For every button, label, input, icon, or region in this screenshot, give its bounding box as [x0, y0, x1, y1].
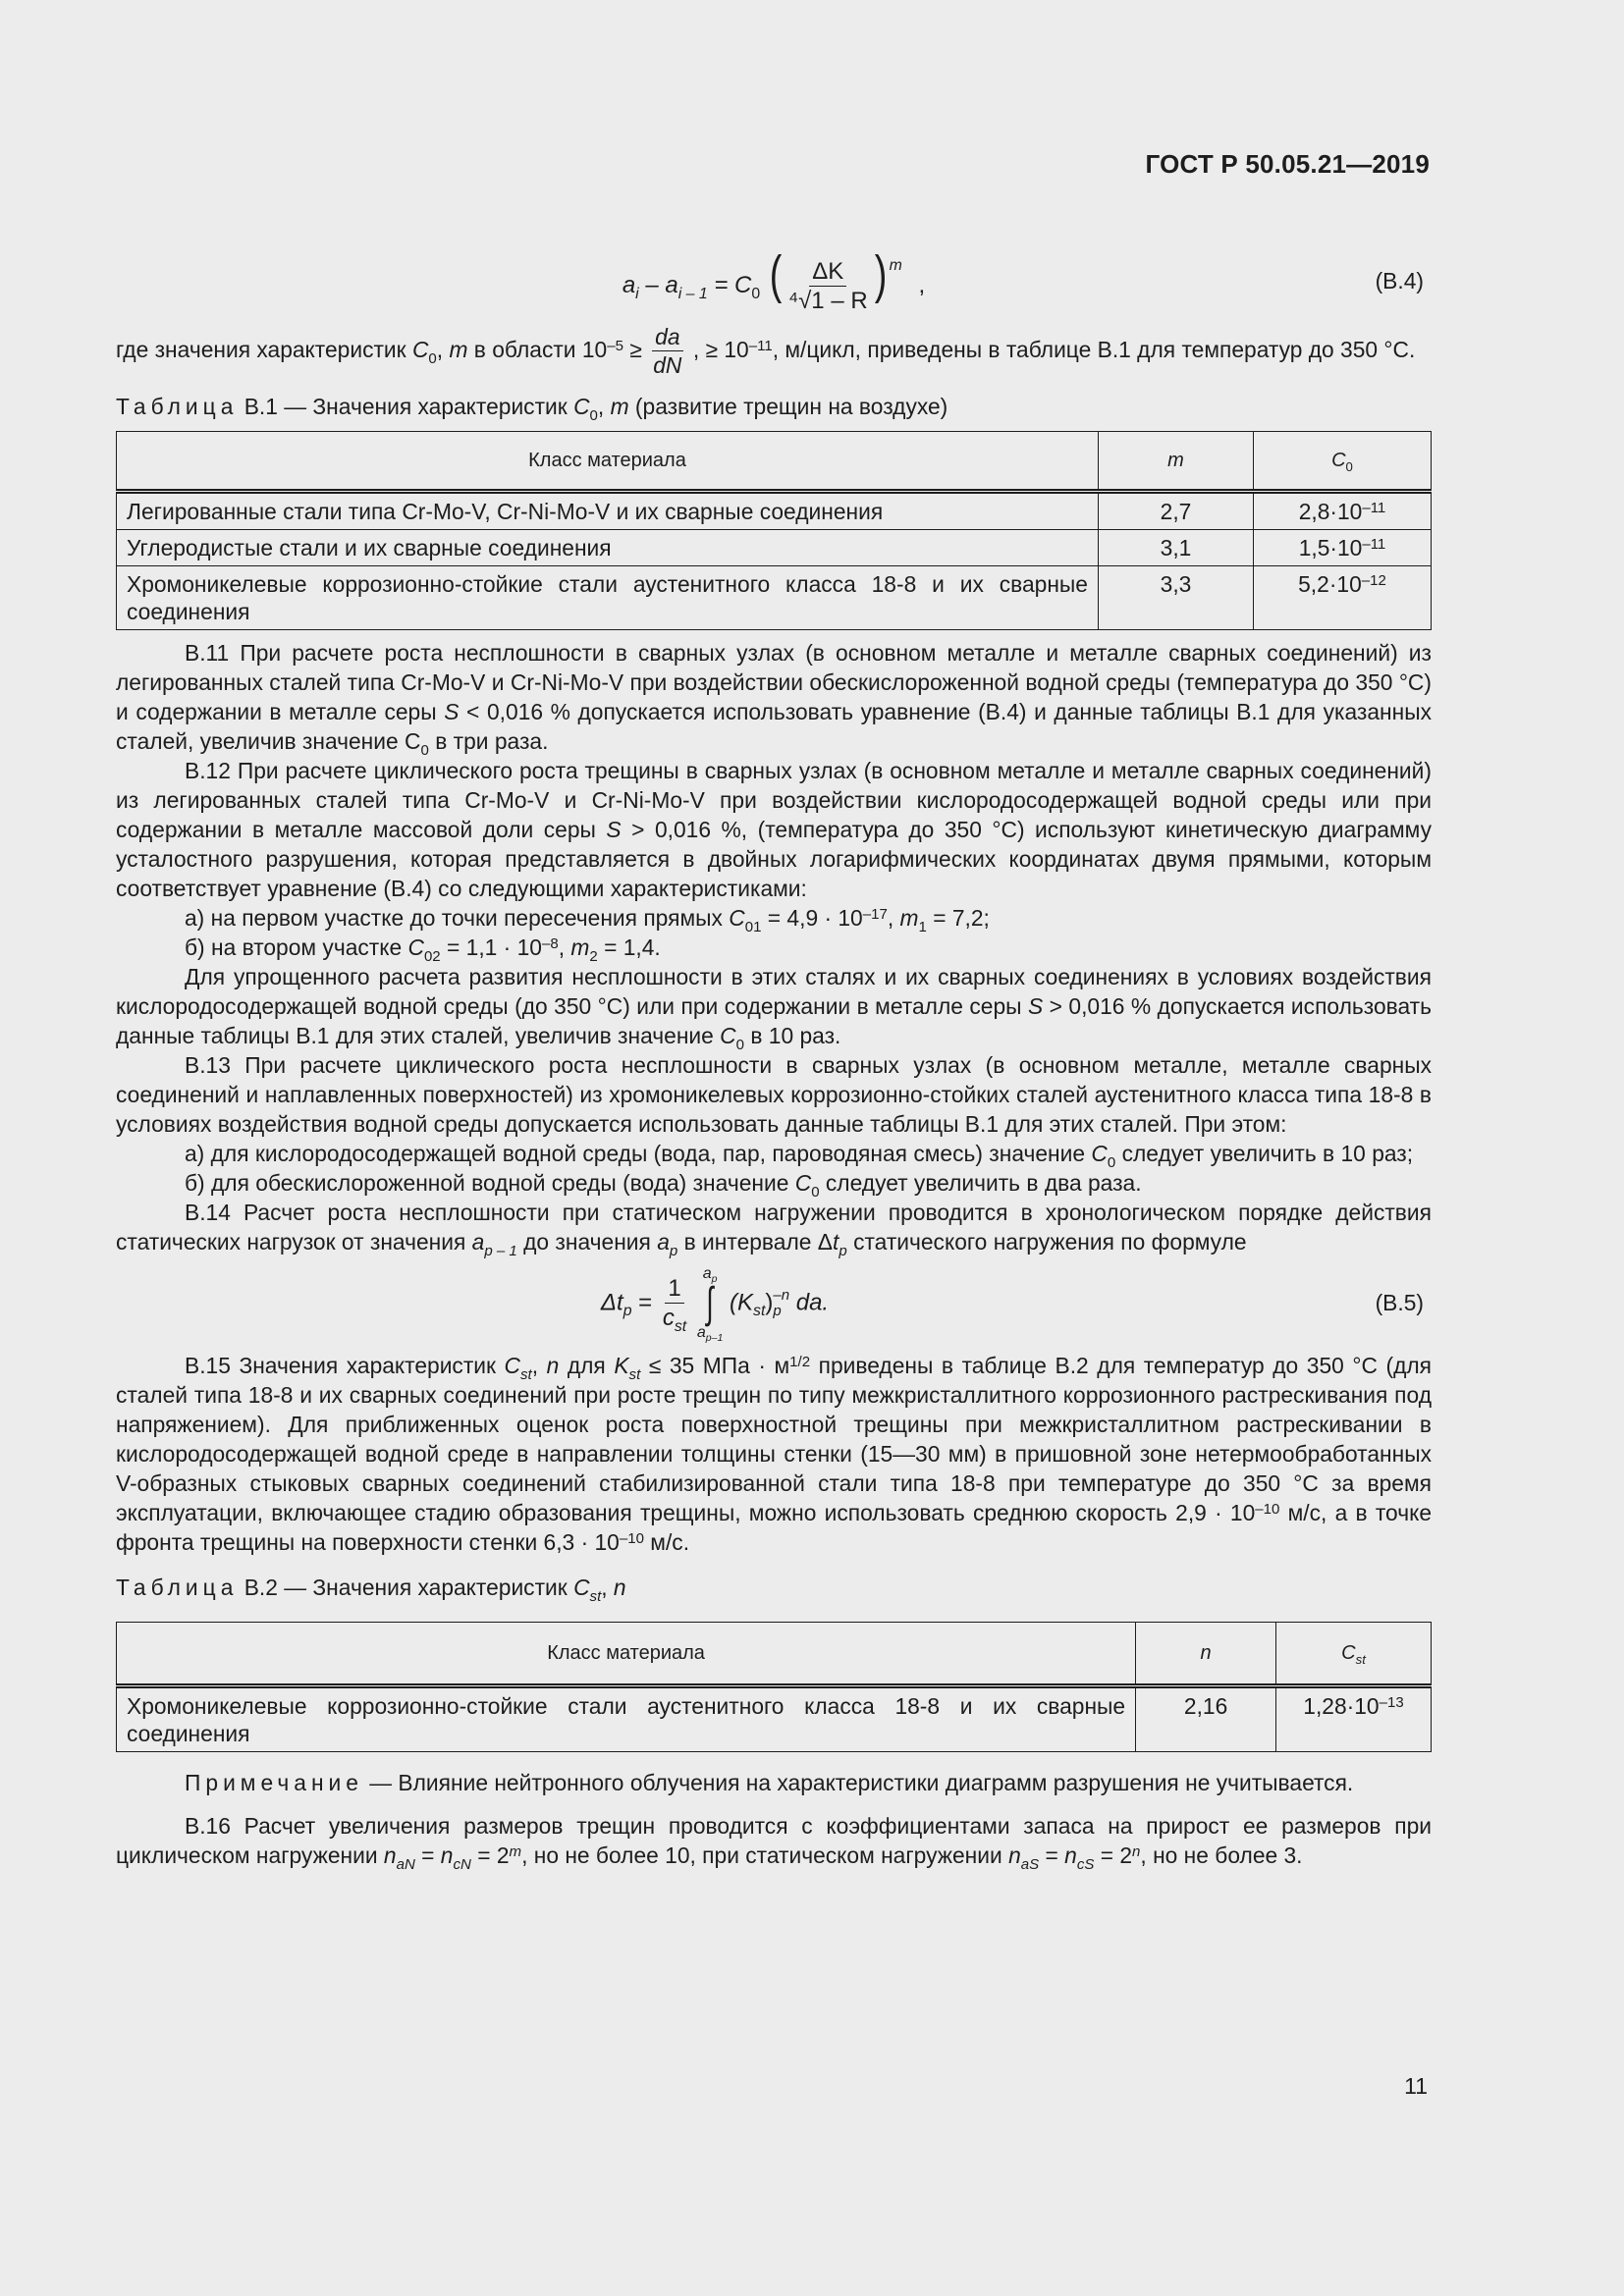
- para-where-t3: в области 10: [467, 337, 608, 363]
- da-dn-fraction: [652, 325, 682, 378]
- formula-b5-lhs-sub: p: [623, 1303, 632, 1320]
- note: [116, 1768, 1432, 1797]
- note-text: — Влияние нейтронного облучения на характеристики диаграмм разрушения не учитывается.: [362, 1770, 1354, 1796]
- para-b13: [116, 1050, 1432, 1139]
- table2-caption-sep: ,: [601, 1575, 614, 1601]
- b12-b-t4: = 1,4.: [597, 934, 661, 961]
- table2-row1-n: 2,16: [1136, 1686, 1276, 1752]
- table2-caption-c: C: [573, 1575, 590, 1601]
- formula-b5-k-sub: st: [753, 1303, 766, 1320]
- table1-row3-c-exp: –12: [1361, 571, 1386, 589]
- b15-t6: м/с, а в точке фронта трещины на поверхности стенки 6,3 · 10: [116, 1500, 1433, 1556]
- formula-b4-exponent: m: [889, 256, 902, 274]
- table2-col-n: [1136, 1623, 1276, 1686]
- b14-a2: a: [657, 1229, 670, 1255]
- formula-b5-body: [600, 1265, 830, 1345]
- table2-caption-label: Таблица: [116, 1575, 239, 1601]
- b13-a-t1: а) для кислородосодержащей водной среды (вода, пар, пароводяная смесь) значение: [185, 1141, 1092, 1167]
- formula-b5-fraction: [662, 1274, 687, 1336]
- b12-a-c: C: [729, 905, 745, 932]
- b14-t4: статического нагружения по формуле: [846, 1229, 1247, 1255]
- b13-b-t2: следует увеличить в два раза.: [819, 1170, 1142, 1197]
- standard-header: ГОСТ Р 50.05.21—2019: [1145, 149, 1430, 179]
- b11-s: S: [444, 699, 460, 725]
- b16-n1: n: [383, 1842, 397, 1869]
- b12-simp-t2: > 0,016 % допускается использовать данные таблицы В.1 для этих сталей, увеличив значение: [116, 993, 1432, 1049]
- para-b16: [116, 1811, 1432, 1873]
- formula-b4-lhs-i1: i – 1: [677, 286, 708, 303]
- b13-a-csub: 0: [1107, 1153, 1116, 1171]
- formula-b4-lhs-minus: – a: [638, 272, 678, 299]
- b15-ksub: st: [628, 1365, 641, 1383]
- table1-col-m: [1099, 432, 1254, 492]
- formula-b4-lhs-a: a: [622, 272, 636, 299]
- para-b12-b: [116, 933, 1432, 965]
- table1-caption: [116, 392, 1432, 424]
- formula-b4-numerator: ΔK: [809, 259, 846, 287]
- b16-n4: n: [1064, 1842, 1077, 1869]
- b15-c: C: [504, 1353, 520, 1379]
- para-b12-a: [116, 903, 1432, 933]
- b12-simp-t3: в 10 раз.: [744, 1023, 841, 1049]
- b13-a-t2: следует увеличить в 10 раз;: [1115, 1141, 1414, 1167]
- formula-b5-supsub: [773, 1288, 789, 1320]
- table2-col-c: [1276, 1623, 1432, 1686]
- table1-caption-m: m: [610, 394, 629, 420]
- b16-n1sub: aN: [396, 1855, 415, 1873]
- b12-simp-t1: Для упрощенного расчета развития несплошности в этих сталях и их сварных соединениях в условиях воздействия кислородосодержащей водной среды (до 350 °С) или при содержании в металле серы: [116, 964, 1432, 1020]
- table2: [116, 1622, 1432, 1752]
- table1-col-m-label: m: [1167, 450, 1184, 472]
- para-where-t5: , ≥ 10: [686, 337, 749, 363]
- b12-b-msub: 2: [589, 947, 598, 965]
- formula-b5: [116, 1256, 1432, 1351]
- b15-csub: st: [520, 1365, 532, 1383]
- b15-exp3: –10: [619, 1529, 644, 1547]
- formula-b5-eq: =: [631, 1289, 659, 1316]
- para-b11: [116, 638, 1432, 759]
- table1-row1-c-exp: –11: [1362, 499, 1386, 516]
- b16-n3: n: [1008, 1842, 1021, 1869]
- para-b12: [116, 756, 1432, 903]
- b11-c-sub: 0: [420, 741, 429, 759]
- b12-a-m: m: [899, 905, 919, 932]
- table2-row1-material: Хромоникелевые коррозионно-стойкие стали аустенитного класса 18-8 и их сварные соединения: [117, 1686, 1136, 1752]
- table1-row1-c-base: 2,8·10: [1298, 499, 1363, 525]
- para-b14: [116, 1198, 1432, 1259]
- b13-b-c: C: [794, 1170, 812, 1197]
- b16-t1: В.16 Расчет увеличения размеров трещин проводится с коэффициентами запаса на прирост ее размеров при циклическом нагружении: [116, 1813, 1432, 1869]
- b12-b-csub: 02: [423, 947, 441, 965]
- b12-b-t3: ,: [558, 934, 571, 961]
- table2-col-class: Класс материала: [117, 1623, 1136, 1686]
- b16-t5: =: [1039, 1842, 1065, 1869]
- b12-a-exp: –17: [862, 905, 888, 923]
- integral-sign-icon: ∫: [706, 1279, 714, 1328]
- formula-b5-exp: –n: [773, 1286, 790, 1304]
- b11-t1: В.11 При расчете роста несплошности в сварных узлах (в основном металле и металле сварных соединений) из легированных сталей типа Cr-Mo-V и Cr-Ni-Mo-V при воздействии обескислороженной водной среды (температура до 350 °С) и содержании в металле серы: [116, 640, 1432, 725]
- formula-b5-da: da.: [789, 1289, 830, 1316]
- b12-b-t2: = 1,1 · 10: [440, 934, 542, 961]
- para-where-exp2: –11: [748, 337, 773, 354]
- table1-caption-rest: В.1 — Значения характеристик: [238, 394, 574, 420]
- b12-simp-s: S: [1027, 993, 1044, 1020]
- b13-b-csub: 0: [811, 1183, 820, 1201]
- table2-col-n-label: n: [1200, 1642, 1212, 1665]
- formula-b5-number: (В.5): [1375, 1290, 1424, 1316]
- b14-tpsub: p: [839, 1242, 847, 1259]
- para-where-c: C: [411, 337, 429, 363]
- table1: [116, 431, 1432, 630]
- b12-a-t4: = 7,2;: [926, 905, 990, 932]
- table2-header-row: [117, 1623, 1432, 1686]
- formula-b4-lhs-i: i: [635, 286, 639, 303]
- formula-b4-equals: = C: [707, 272, 752, 299]
- integral-lower-sub: p–1: [705, 1332, 724, 1345]
- b14-t2: до значения: [516, 1229, 658, 1255]
- b12-b-m: m: [570, 934, 590, 961]
- integral-lower-a: a: [696, 1324, 706, 1342]
- table1-row2-m: 3,1: [1099, 530, 1254, 566]
- para-where-m: m: [449, 337, 468, 363]
- table2-col-c-label: C: [1341, 1642, 1356, 1665]
- table2-caption: [116, 1573, 1432, 1605]
- para-where: [116, 325, 1432, 378]
- b13-t1: В.13 При расчете циклического роста несплошности в сварных узлах (в основном металле, металле сварных соединений и наплавленных поверхностей) из хромоникелевых коррозионно-стойких сталей аустенитного класса типа 18-8 в условиях воздействия водной среды допускается использовать данные таблицы В.1 для этих сталей. При этом:: [116, 1052, 1432, 1138]
- b15-t7: м/с.: [643, 1529, 690, 1556]
- b14-t1: В.14 Расчет роста несплошности при статическом нагружении проводится в хронологическом порядке действия статических нагрузок от значения: [116, 1200, 1432, 1255]
- formula-b5-paren: ): [765, 1289, 774, 1316]
- table-row: [117, 1686, 1432, 1752]
- table1-row2-c-base: 1,5·10: [1298, 535, 1363, 561]
- para-b15: [116, 1351, 1432, 1557]
- da-dn-numerator: da: [652, 325, 682, 351]
- para-where-exp1: –5: [607, 337, 623, 354]
- formula-b5-den-sub: st: [674, 1318, 687, 1336]
- table1-row1-c: [1254, 492, 1432, 530]
- formula-b5-numerator: 1: [665, 1276, 683, 1304]
- formula-b4-left-paren: (: [769, 245, 783, 305]
- table1-row2-c-exp: –11: [1362, 535, 1386, 553]
- b11-t3: в три раза.: [428, 728, 549, 755]
- b16-t4: , но не более 10, при статическом нагружении: [521, 1842, 1009, 1869]
- b14-t3: в интервале Δ: [677, 1229, 834, 1255]
- para-where-c-sub: 0: [428, 349, 437, 367]
- table2-col-c-sub: st: [1355, 1652, 1366, 1668]
- table1-col-c-label: C: [1331, 450, 1346, 472]
- table1-row3-c: [1254, 566, 1432, 630]
- b15-t5: приведены в таблице В.2 для температур до 350 °С (для сталей типа 18-8 и их сварных соединений при росте трещин по типу межкристаллитного коррозионного растрескивания под напряжением). Для приближенных оценок роста поверхностной трещины при межкристаллитном растрескивании в кислородосодержащей водной среде в направлении толщины стенки (15—30 мм) в пришовной зоне нетермообработанных V-образных стыковых сварных соединений стабилизированной стали типа 18-8 при температуре до 350 °С за время эксплуатации, включающее стадию образования трещины, можно использовать среднюю скорость 2,9 · 10: [116, 1353, 1433, 1526]
- formula-b4-body: [622, 245, 926, 315]
- table1-row3-material: Хромоникелевые коррозионно-стойкие стали аустенитного класса 18-8 и их сварные соединения: [117, 566, 1099, 630]
- b16-t6: = 2: [1094, 1842, 1133, 1869]
- formula-b5-den-c: c: [662, 1305, 675, 1332]
- b14-tp: t: [833, 1229, 839, 1255]
- integral: [696, 1265, 724, 1345]
- para-where-t1: где значения характеристик: [116, 337, 412, 363]
- b13-b-t1: б) для обескислороженной водной среды (вода) значение: [185, 1170, 795, 1197]
- b12-b-t1: б) на втором участке: [185, 934, 408, 961]
- b16-t3: = 2: [470, 1842, 510, 1869]
- table2-row1-c: [1276, 1686, 1432, 1752]
- b12-a-t3: ,: [887, 905, 900, 932]
- table2-row1-c-base: 1,28·10: [1303, 1693, 1380, 1720]
- b14-a1: a: [471, 1229, 485, 1255]
- table1-caption-label: Таблица: [116, 394, 239, 420]
- b16-n4sub: cS: [1076, 1855, 1095, 1873]
- table2-row1-c-exp: –13: [1379, 1693, 1404, 1711]
- b16-n3sub: aS: [1020, 1855, 1040, 1873]
- formula-b4-c-sub: 0: [751, 286, 761, 303]
- page-number: 11: [1404, 2073, 1428, 2099]
- table2-caption-c-sub: st: [589, 1587, 602, 1605]
- formula-b5-k: (K: [730, 1289, 754, 1316]
- b12-s: S: [606, 817, 622, 843]
- b12-t2: > 0,016 %, (температура до 350 °С) используют кинетическую диаграмму усталостного разрушения, которая представляется в двойных логарифмических координатах двумя прямыми, которым соответствует уравнение (В.4) со следующими характеристиками:: [116, 817, 1433, 902]
- para-b12-simplified: [116, 962, 1432, 1053]
- formula-b4-fraction: [788, 259, 868, 315]
- table1-caption-c: C: [573, 394, 590, 420]
- b14-a2sub: p: [669, 1242, 678, 1259]
- b15-t4: ≤ 35 МПа · м: [640, 1353, 790, 1379]
- b15-exp2: –10: [1255, 1500, 1280, 1518]
- table1-caption-tail: (развитие трещин на воздухе): [628, 394, 948, 420]
- page-content: [116, 240, 1433, 1873]
- table2-caption-n: n: [613, 1575, 626, 1601]
- table-row: [117, 492, 1432, 530]
- integral-upper-a: a: [702, 1265, 712, 1283]
- b16-t7: , но не более 3.: [1140, 1842, 1303, 1869]
- integral-upper-sub: p: [711, 1273, 718, 1286]
- para-b13-a: [116, 1139, 1432, 1171]
- b16-exp2: n: [1132, 1842, 1141, 1860]
- table1-col-c: [1254, 432, 1432, 492]
- note-label: Примечание: [185, 1770, 363, 1796]
- b15-exp: 1/2: [789, 1353, 811, 1370]
- da-dn-denominator: dN: [653, 352, 682, 379]
- formula-b4-denominator: ⁴√1 – R: [787, 288, 868, 315]
- table-row: [117, 530, 1432, 566]
- b12-b-c: C: [407, 934, 424, 961]
- b11-t2: < 0,016 % допускается использовать уравнение (В.4) и данные таблицы В.1 для указанных сталей, увеличив значение C: [116, 699, 1432, 755]
- table1-caption-c-sub: 0: [589, 406, 598, 424]
- formula-b5-lhs: Δt: [600, 1289, 623, 1316]
- table1-col-c-sub: 0: [1345, 459, 1353, 475]
- b12-simp-c: C: [720, 1023, 736, 1049]
- formula-b4-comma: ,: [918, 272, 926, 299]
- b15-n: n: [546, 1353, 560, 1379]
- b12-a-csub: 01: [744, 918, 762, 935]
- integral-lower: [696, 1324, 724, 1345]
- para-where-t2: ,: [436, 337, 450, 363]
- b15-t1: В.15 Значения характеристик: [185, 1353, 505, 1379]
- formula-b4: [116, 240, 1432, 323]
- b12-b-exp: –8: [541, 934, 559, 952]
- formula-b5-exp-sub: p: [773, 1303, 782, 1320]
- b13-a-c: C: [1091, 1141, 1108, 1167]
- table2-caption-rest: В.2 — Значения характеристик: [238, 1575, 574, 1601]
- b16-n2sub: cN: [453, 1855, 471, 1873]
- formula-b5-denominator: [662, 1304, 687, 1336]
- table1-row3-m: 3,3: [1099, 566, 1254, 630]
- b15-t2: ,: [531, 1353, 547, 1379]
- b12-a-t2: = 4,9 · 10: [761, 905, 863, 932]
- b15-t3: для: [559, 1353, 615, 1379]
- b12-simp-csub: 0: [735, 1036, 745, 1053]
- table1-row3-c-base: 5,2·10: [1298, 571, 1362, 598]
- para-where-t4: ≥: [623, 337, 649, 363]
- para-b13-b: [116, 1168, 1432, 1201]
- b16-n2: n: [440, 1842, 454, 1869]
- table-row: [117, 566, 1432, 630]
- table1-row2-c: [1254, 530, 1432, 566]
- table1-col-class: Класс материала: [117, 432, 1099, 492]
- b12-a-t1: а) на первом участке до точки пересечения прямых: [185, 905, 730, 932]
- formula-b4-number: (В.4): [1375, 268, 1424, 294]
- formula-b4-right-paren: ): [874, 245, 887, 305]
- table1-caption-sep: ,: [597, 394, 611, 420]
- b12-t1: В.12 При расчете циклического роста трещины в сварных узлах (в основном металле и металле сварных соединений) из легированных сталей типа Cr-Mo-V и Cr-Ni-Mo-V при воздействии кислородосодержащей водной среды или при содержании в металле массовой доли серы: [116, 758, 1432, 843]
- b12-a-msub: 1: [918, 918, 927, 935]
- b15-k: K: [614, 1353, 629, 1379]
- table1-row1-material: Легированные стали типа Cr-Mo-V, Cr-Ni-Mo-V и их сварные соединения: [117, 492, 1099, 530]
- b16-exp1: m: [509, 1842, 522, 1860]
- b16-t2: =: [414, 1842, 441, 1869]
- table1-row1-m: 2,7: [1099, 492, 1254, 530]
- para-where-t6: , м/цикл, приведены в таблице В.1 для температур до 350 °С.: [772, 337, 1416, 363]
- table1-header-row: [117, 432, 1432, 492]
- table1-row2-material: Углеродистые стали и их сварные соединения: [117, 530, 1099, 566]
- b14-a1sub: p – 1: [484, 1242, 517, 1259]
